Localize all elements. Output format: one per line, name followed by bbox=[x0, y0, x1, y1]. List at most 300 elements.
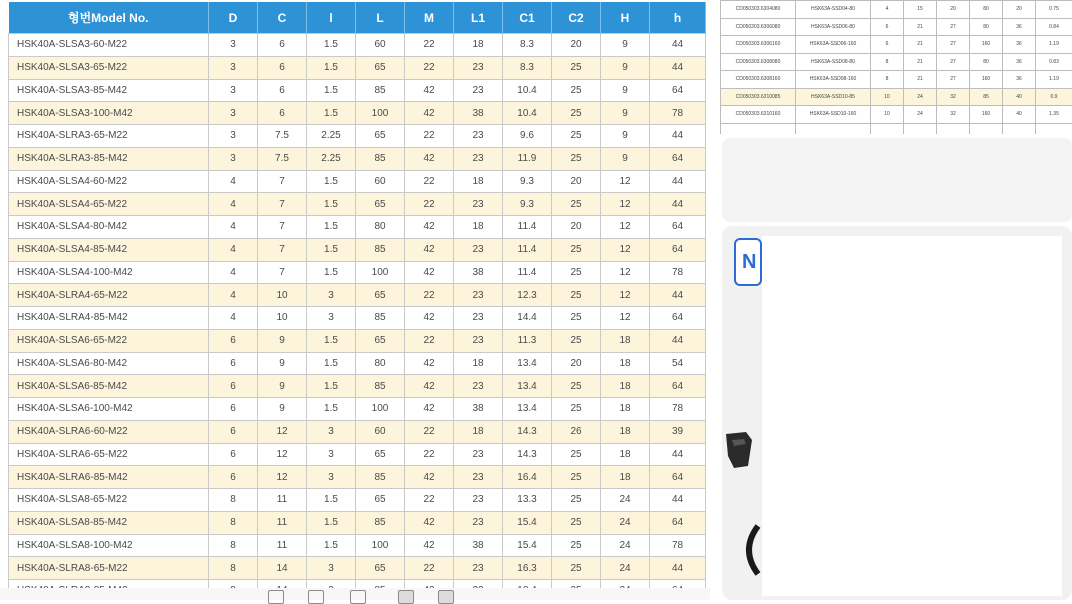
table-cell: 1.5 bbox=[307, 102, 356, 125]
table-row bbox=[9, 443, 706, 466]
table-cell: 7.5 bbox=[258, 147, 307, 170]
model-number-cell: HSK40A-SLRA6-60-M22 bbox=[9, 420, 209, 443]
table-cell: 22 bbox=[405, 125, 454, 148]
table-cell: 18 bbox=[601, 443, 650, 466]
model-number-cell: HSK40A-SLSA6-100-M42 bbox=[9, 398, 209, 421]
table-cell: 11.3 bbox=[503, 329, 552, 352]
table-cell: 42 bbox=[405, 534, 454, 557]
table-cell: 3 bbox=[307, 557, 356, 580]
table-cell: 25 bbox=[552, 398, 601, 421]
table-cell: 12 bbox=[601, 170, 650, 193]
table-cell: 15.4 bbox=[503, 534, 552, 557]
table-cell: 23 bbox=[454, 466, 503, 489]
model-number-cell: HSK40A-SLRA8-65-M22 bbox=[9, 557, 209, 580]
table-cell: 15.4 bbox=[503, 511, 552, 534]
table-cell: 24 bbox=[601, 489, 650, 512]
table-row bbox=[9, 125, 706, 148]
table-cell: 6 bbox=[209, 375, 258, 398]
table-cell: 22 bbox=[405, 34, 454, 57]
table-row bbox=[721, 106, 1072, 124]
table-cell: 6 bbox=[209, 352, 258, 375]
table-cell: 7 bbox=[258, 193, 307, 216]
table-cell: 42 bbox=[405, 238, 454, 261]
table-cell: 25 bbox=[552, 193, 601, 216]
table-cell: 21 bbox=[904, 36, 937, 54]
table-cell: 21 bbox=[904, 53, 937, 71]
table-row bbox=[721, 123, 1072, 134]
table-cell: 13.4 bbox=[503, 375, 552, 398]
table-cell: 4 bbox=[209, 170, 258, 193]
model-number-cell: HSK40A-SLSA6-65-M22 bbox=[9, 329, 209, 352]
table-cell: 9 bbox=[258, 329, 307, 352]
table-cell: 42 bbox=[405, 352, 454, 375]
table-cell: 9.3 bbox=[503, 170, 552, 193]
column-header: C1 bbox=[503, 2, 552, 34]
table-cell: 12.3 bbox=[503, 284, 552, 307]
model-number-cell: HSK40A-SLSA4-80-M42 bbox=[9, 216, 209, 239]
table-cell: 1.5 bbox=[307, 398, 356, 421]
table-cell: 44 bbox=[650, 170, 706, 193]
table-row bbox=[9, 352, 706, 375]
table-row bbox=[9, 238, 706, 261]
table-cell: 65 bbox=[356, 284, 405, 307]
table-cell: 27 bbox=[937, 53, 970, 71]
table-cell: 38 bbox=[454, 261, 503, 284]
table-cell: 3 bbox=[307, 420, 356, 443]
table-row bbox=[721, 36, 1072, 54]
table-cell: 160 bbox=[970, 106, 1003, 124]
table-cell: 23 bbox=[454, 193, 503, 216]
table-cell: 9 bbox=[258, 375, 307, 398]
column-header: h bbox=[650, 2, 706, 34]
table-cell: 21 bbox=[904, 71, 937, 89]
table-cell: 23 bbox=[454, 557, 503, 580]
table-cell: 80 bbox=[970, 1, 1003, 19]
table-cell: 64 bbox=[650, 147, 706, 170]
table-cell: 6 bbox=[258, 56, 307, 79]
table-cell: 14.4 bbox=[503, 307, 552, 330]
table-cell: 0.84 bbox=[1036, 18, 1072, 36]
model-number-cell: HSK40A-SLRA4-65-M22 bbox=[9, 284, 209, 307]
table-cell: 24 bbox=[601, 557, 650, 580]
table-cell: 11 bbox=[258, 511, 307, 534]
table-row bbox=[9, 511, 706, 534]
table-cell: 1.5 bbox=[307, 534, 356, 557]
table-cell: 23 bbox=[454, 489, 503, 512]
table-cell: 65 bbox=[356, 125, 405, 148]
table-cell: 16.3 bbox=[503, 557, 552, 580]
table-cell: 4 bbox=[209, 238, 258, 261]
table-cell: 23 bbox=[454, 375, 503, 398]
table-cell: 22 bbox=[405, 170, 454, 193]
table-cell: 27 bbox=[937, 36, 970, 54]
product-card bbox=[722, 226, 1072, 600]
table-row bbox=[9, 102, 706, 125]
model-number-cell: HSK40A-SLSA3-85-M42 bbox=[9, 79, 209, 102]
table-cell: 64 bbox=[650, 79, 706, 102]
table-cell: 42 bbox=[405, 511, 454, 534]
table-row bbox=[9, 534, 706, 557]
table-cell: 23 bbox=[454, 443, 503, 466]
table-cell: 160 bbox=[970, 71, 1003, 89]
table-cell: 8 bbox=[209, 511, 258, 534]
table-cell: 20 bbox=[552, 170, 601, 193]
table-cell: 18 bbox=[601, 420, 650, 443]
table-cell: 13.3 bbox=[503, 489, 552, 512]
table-cell: 25 bbox=[552, 329, 601, 352]
table-cell: 11 bbox=[258, 534, 307, 557]
table-cell: 1.5 bbox=[307, 56, 356, 79]
table-cell: 20 bbox=[552, 34, 601, 57]
table-cell: 85 bbox=[356, 238, 405, 261]
model-number-cell: HSK40A-SLSA8-100-M42 bbox=[9, 534, 209, 557]
table-cell: 14 bbox=[258, 557, 307, 580]
table-cell: 1.5 bbox=[307, 489, 356, 512]
model-number-cell: HSK40A-SLSA8-65-M22 bbox=[9, 489, 209, 512]
table-cell: CD050303.6306080 bbox=[721, 18, 796, 36]
table-cell: 6 bbox=[258, 34, 307, 57]
table-cell: 3 bbox=[209, 79, 258, 102]
table-cell: 0.75 bbox=[1036, 1, 1072, 19]
table-cell: 21 bbox=[904, 18, 937, 36]
table-cell: 18 bbox=[454, 170, 503, 193]
table-cell: 1.5 bbox=[307, 352, 356, 375]
table-cell: 9 bbox=[601, 56, 650, 79]
table-cell: 44 bbox=[650, 125, 706, 148]
table-cell: 4 bbox=[209, 216, 258, 239]
table-cell: HSK63A-SSD10-85 bbox=[796, 88, 871, 106]
table-cell: 44 bbox=[650, 557, 706, 580]
table-cell: 7 bbox=[258, 216, 307, 239]
table-cell: 60 bbox=[356, 420, 405, 443]
table-cell: 42 bbox=[405, 147, 454, 170]
table-cell: 12 bbox=[258, 466, 307, 489]
table-cell: 4 bbox=[209, 284, 258, 307]
table-cell: CD050303.6306160 bbox=[721, 36, 796, 54]
table-cell: 6 bbox=[209, 420, 258, 443]
table-cell: 65 bbox=[356, 56, 405, 79]
table-cell: 25 bbox=[552, 238, 601, 261]
table-cell: 6 bbox=[871, 36, 904, 54]
table-cell: 22 bbox=[405, 56, 454, 79]
table-cell: 6 bbox=[871, 18, 904, 36]
table-row bbox=[9, 170, 706, 193]
table-cell: 1.19 bbox=[1036, 36, 1072, 54]
table-cell: 6 bbox=[209, 443, 258, 466]
table-cell: 25 bbox=[552, 466, 601, 489]
table-cell: 25 bbox=[552, 102, 601, 125]
table-cell: 7 bbox=[258, 261, 307, 284]
table-row bbox=[9, 375, 706, 398]
table-cell: 12 bbox=[601, 193, 650, 216]
mini-spec-table-panel bbox=[720, 0, 1072, 134]
table-cell bbox=[721, 123, 796, 134]
table-cell bbox=[871, 123, 904, 134]
model-number-cell: HSK40A-SLRA4-85-M42 bbox=[9, 307, 209, 330]
table-cell: 85 bbox=[970, 88, 1003, 106]
table-cell: 64 bbox=[650, 216, 706, 239]
table-cell: 10 bbox=[871, 88, 904, 106]
table-cell: 44 bbox=[650, 489, 706, 512]
table-cell: 9 bbox=[601, 102, 650, 125]
table-cell: 36 bbox=[1003, 71, 1036, 89]
table-cell: 12 bbox=[601, 284, 650, 307]
table-cell: 4 bbox=[209, 307, 258, 330]
table-cell bbox=[796, 123, 871, 134]
table-cell bbox=[937, 123, 970, 134]
table-cell: CD050303.6308080 bbox=[721, 53, 796, 71]
table-cell: 20 bbox=[552, 352, 601, 375]
table-cell: 6 bbox=[209, 329, 258, 352]
table-cell: 18 bbox=[601, 398, 650, 421]
table-cell: 78 bbox=[650, 102, 706, 125]
table-cell: 11.4 bbox=[503, 238, 552, 261]
bracket-icon bbox=[738, 520, 762, 580]
table-row bbox=[9, 329, 706, 352]
table-cell: 6 bbox=[209, 466, 258, 489]
column-header: C bbox=[258, 2, 307, 34]
table-row bbox=[9, 557, 706, 580]
table-cell: HSK63A-SSD04-80 bbox=[796, 1, 871, 19]
table-cell: 3 bbox=[209, 34, 258, 57]
table-cell: 18 bbox=[601, 466, 650, 489]
table-cell: 65 bbox=[356, 443, 405, 466]
model-number-cell: HSK40A-SLSA4-65-M22 bbox=[9, 193, 209, 216]
table-cell: 22 bbox=[405, 443, 454, 466]
table-cell: 80 bbox=[970, 53, 1003, 71]
spec-table bbox=[8, 2, 706, 600]
table-row bbox=[9, 193, 706, 216]
page-icon[interactable] bbox=[308, 590, 324, 604]
table-cell: 64 bbox=[650, 307, 706, 330]
table-cell: 78 bbox=[650, 398, 706, 421]
table-cell: 3 bbox=[209, 125, 258, 148]
table-cell: HSK63A-SSD08-160 bbox=[796, 71, 871, 89]
table-cell: HSK63A-SSD06-160 bbox=[796, 36, 871, 54]
table-cell: 1.5 bbox=[307, 375, 356, 398]
table-cell: 3 bbox=[307, 466, 356, 489]
table-cell: 7 bbox=[258, 238, 307, 261]
model-number-cell: HSK40A-SLSA3-60-M22 bbox=[9, 34, 209, 57]
table-cell: 32 bbox=[937, 106, 970, 124]
table-cell: 42 bbox=[405, 79, 454, 102]
column-header: M bbox=[405, 2, 454, 34]
table-cell: 10 bbox=[258, 284, 307, 307]
column-header: C2 bbox=[552, 2, 601, 34]
table-cell bbox=[970, 123, 1003, 134]
table-cell: 60 bbox=[356, 170, 405, 193]
table-cell: 32 bbox=[937, 88, 970, 106]
model-number-cell: HSK40A-SLRA6-85-M42 bbox=[9, 466, 209, 489]
table-cell: 25 bbox=[552, 56, 601, 79]
table-cell: 18 bbox=[454, 352, 503, 375]
table-cell: 12 bbox=[601, 216, 650, 239]
table-cell: 18 bbox=[454, 216, 503, 239]
table-cell: 42 bbox=[405, 375, 454, 398]
table-cell: 80 bbox=[970, 18, 1003, 36]
table-cell: 85 bbox=[356, 307, 405, 330]
table-cell: CD050303.6308160 bbox=[721, 71, 796, 89]
table-cell: 2.25 bbox=[307, 125, 356, 148]
table-cell: 9 bbox=[601, 34, 650, 57]
table-cell: 15 bbox=[904, 1, 937, 19]
table-cell: 12 bbox=[601, 261, 650, 284]
table-cell: 1.5 bbox=[307, 34, 356, 57]
table-cell: 0.9 bbox=[1036, 88, 1072, 106]
page-icon[interactable] bbox=[268, 590, 284, 604]
table-cell: 39 bbox=[650, 420, 706, 443]
table-cell: 1.35 bbox=[1036, 106, 1072, 124]
table-cell: 24 bbox=[601, 511, 650, 534]
table-cell: 7.5 bbox=[258, 125, 307, 148]
table-cell: 6 bbox=[209, 398, 258, 421]
table-cell: 1.5 bbox=[307, 238, 356, 261]
table-row bbox=[9, 307, 706, 330]
model-number-cell: HSK40A-SLSA8-85-M42 bbox=[9, 511, 209, 534]
table-cell: 100 bbox=[356, 261, 405, 284]
table-cell: 25 bbox=[552, 443, 601, 466]
table-cell: 25 bbox=[552, 284, 601, 307]
table-cell: 78 bbox=[650, 261, 706, 284]
table-cell: 25 bbox=[552, 307, 601, 330]
table-cell: 3 bbox=[307, 307, 356, 330]
column-header: l bbox=[307, 2, 356, 34]
column-header: H bbox=[601, 2, 650, 34]
table-cell: 9 bbox=[601, 79, 650, 102]
table-cell: 11.4 bbox=[503, 216, 552, 239]
table-cell: 13.4 bbox=[503, 398, 552, 421]
table-cell: 12 bbox=[601, 238, 650, 261]
table-cell: 44 bbox=[650, 56, 706, 79]
table-cell: 27 bbox=[937, 71, 970, 89]
table-cell: 42 bbox=[405, 466, 454, 489]
table-cell: 24 bbox=[904, 88, 937, 106]
table-cell: 3 bbox=[209, 147, 258, 170]
table-cell: 8 bbox=[209, 489, 258, 512]
table-row bbox=[721, 18, 1072, 36]
table-cell: 38 bbox=[454, 102, 503, 125]
table-row bbox=[9, 147, 706, 170]
table-cell: 23 bbox=[454, 307, 503, 330]
table-cell: 20 bbox=[1003, 1, 1036, 19]
table-cell: 38 bbox=[454, 534, 503, 557]
table-cell: 1.5 bbox=[307, 329, 356, 352]
table-cell: 22 bbox=[405, 193, 454, 216]
table-cell: 14.3 bbox=[503, 443, 552, 466]
table-cell: 1.19 bbox=[1036, 71, 1072, 89]
table-cell: 8.3 bbox=[503, 56, 552, 79]
table-cell: 16.4 bbox=[503, 466, 552, 489]
table-cell: 42 bbox=[405, 216, 454, 239]
table-cell: 4 bbox=[209, 193, 258, 216]
table-cell: 6 bbox=[258, 79, 307, 102]
table-cell: 42 bbox=[405, 261, 454, 284]
table-cell: 65 bbox=[356, 489, 405, 512]
table-cell: 10.4 bbox=[503, 79, 552, 102]
page-selected-icon[interactable] bbox=[398, 590, 414, 604]
page-selected-icon[interactable] bbox=[438, 590, 454, 604]
table-row bbox=[9, 79, 706, 102]
table-cell: 65 bbox=[356, 193, 405, 216]
table-cell: 6 bbox=[258, 102, 307, 125]
model-number-cell: HSK40A-SLSA3-100-M42 bbox=[9, 102, 209, 125]
card-badge: N bbox=[734, 238, 762, 286]
table-cell: 10.4 bbox=[503, 102, 552, 125]
column-header: D bbox=[209, 2, 258, 34]
table-cell: 8 bbox=[209, 557, 258, 580]
tool-image-icon bbox=[724, 430, 754, 470]
table-cell: 23 bbox=[454, 79, 503, 102]
table-cell: 64 bbox=[650, 466, 706, 489]
table-cell: 12 bbox=[258, 443, 307, 466]
table-cell: 0.83 bbox=[1036, 53, 1072, 71]
table-cell: 11.4 bbox=[503, 261, 552, 284]
table-cell: 8 bbox=[209, 534, 258, 557]
table-cell: 44 bbox=[650, 329, 706, 352]
table-cell: 26 bbox=[552, 420, 601, 443]
table-cell: 22 bbox=[405, 420, 454, 443]
model-number-cell: HSK40A-SLSA6-85-M42 bbox=[9, 375, 209, 398]
table-cell: CD050303.6310085 bbox=[721, 88, 796, 106]
table-cell: 65 bbox=[356, 329, 405, 352]
table-cell: 22 bbox=[405, 329, 454, 352]
table-cell: 18 bbox=[601, 329, 650, 352]
table-cell: 4 bbox=[871, 1, 904, 19]
table-cell: 100 bbox=[356, 398, 405, 421]
table-cell: 27 bbox=[937, 18, 970, 36]
table-cell: 64 bbox=[650, 511, 706, 534]
table-cell: 3 bbox=[307, 284, 356, 307]
table-cell: 23 bbox=[454, 147, 503, 170]
table-cell: 25 bbox=[552, 375, 601, 398]
table-row bbox=[9, 489, 706, 512]
table-cell: 80 bbox=[356, 352, 405, 375]
table-row bbox=[9, 398, 706, 421]
table-cell: 8 bbox=[871, 71, 904, 89]
table-cell: 65 bbox=[356, 557, 405, 580]
table-cell: 100 bbox=[356, 102, 405, 125]
table-cell: HSK63A-SSD10-160 bbox=[796, 106, 871, 124]
table-cell: 100 bbox=[356, 534, 405, 557]
table-row bbox=[9, 261, 706, 284]
table-cell: 12 bbox=[258, 420, 307, 443]
table-cell bbox=[1036, 123, 1072, 134]
page-icon[interactable] bbox=[350, 590, 366, 604]
table-cell: 9.3 bbox=[503, 193, 552, 216]
table-cell: 25 bbox=[552, 261, 601, 284]
table-cell: 18 bbox=[601, 352, 650, 375]
table-cell: 22 bbox=[405, 489, 454, 512]
table-cell: 20 bbox=[552, 216, 601, 239]
table-cell: 3 bbox=[209, 102, 258, 125]
table-cell: 25 bbox=[552, 534, 601, 557]
model-number-cell: HSK40A-SLRA3-65-M22 bbox=[9, 125, 209, 148]
table-cell: 18 bbox=[454, 34, 503, 57]
table-cell: 44 bbox=[650, 443, 706, 466]
table-cell: CD050303.6310160 bbox=[721, 106, 796, 124]
table-cell: 42 bbox=[405, 307, 454, 330]
model-number-cell: HSK40A-SLRA6-65-M22 bbox=[9, 443, 209, 466]
table-cell: 38 bbox=[454, 398, 503, 421]
table-cell: 42 bbox=[405, 398, 454, 421]
table-row bbox=[9, 466, 706, 489]
table-cell: 1.5 bbox=[307, 170, 356, 193]
table-row bbox=[9, 34, 706, 57]
table-cell: 25 bbox=[552, 125, 601, 148]
model-number-cell: HSK40A-SLSA4-60-M22 bbox=[9, 170, 209, 193]
table-cell: 22 bbox=[405, 284, 454, 307]
model-number-cell: HSK40A-SLSA4-85-M42 bbox=[9, 238, 209, 261]
